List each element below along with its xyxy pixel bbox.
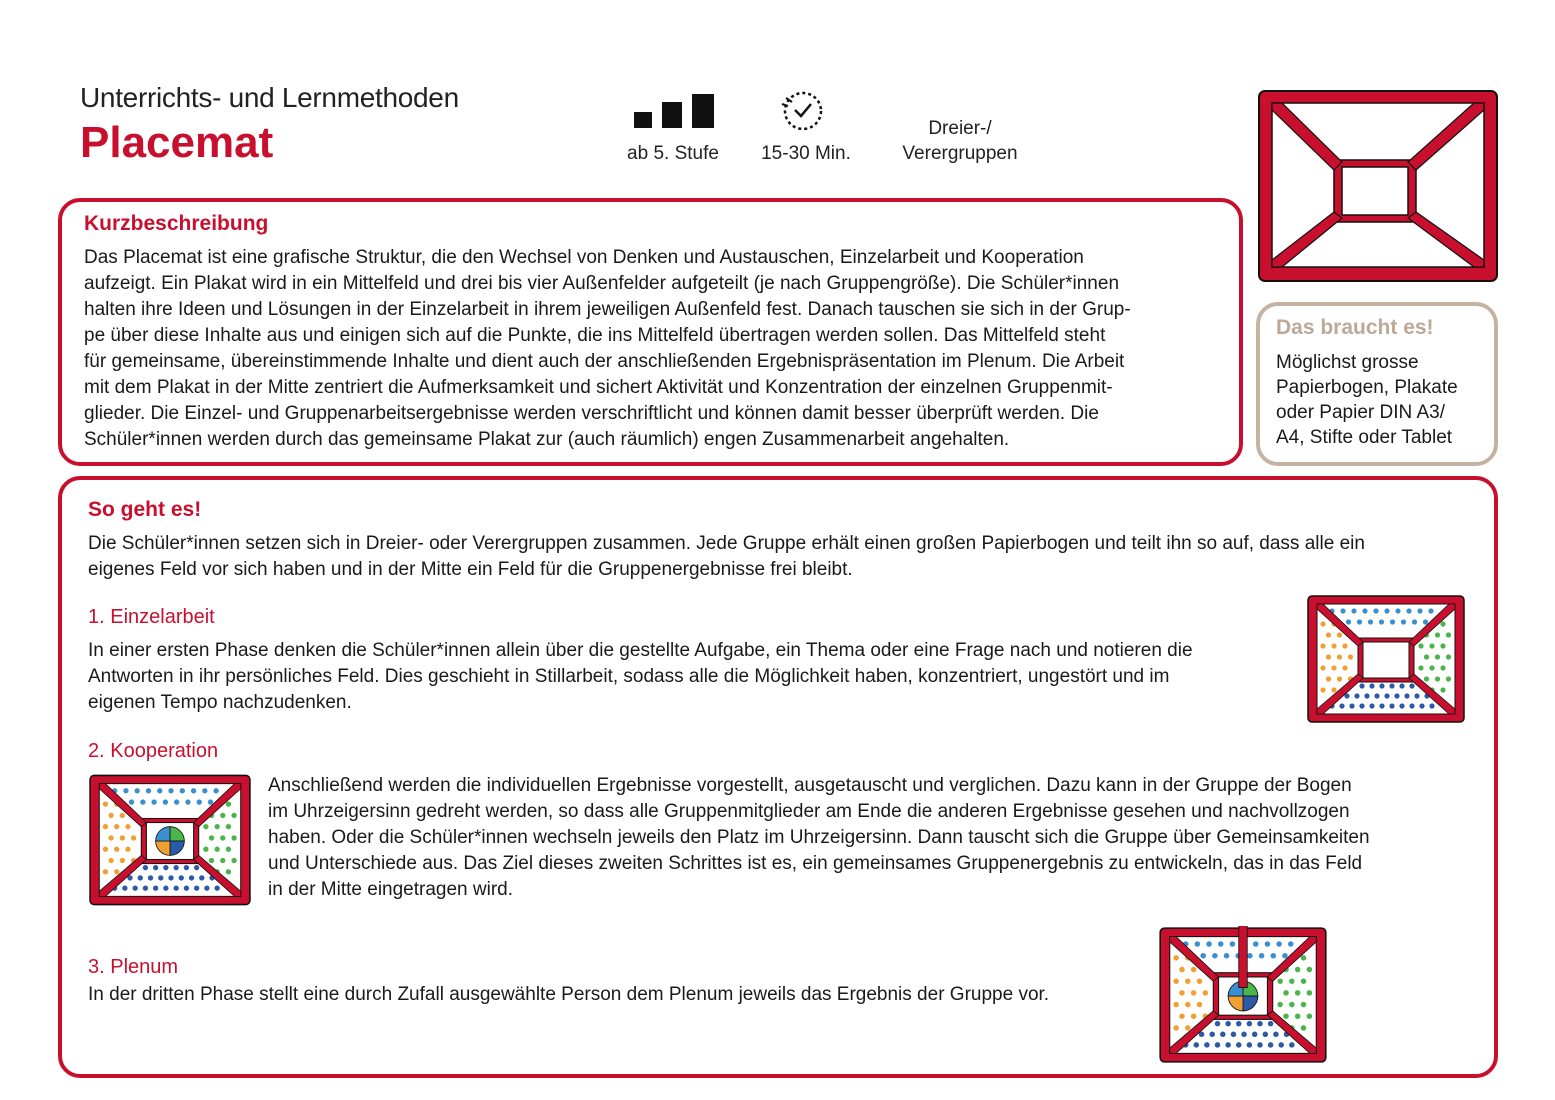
step-3-title: 3. Plenum (88, 956, 179, 978)
so-geht-es-intro: Die Schüler*innen setzen sich in Dreier- oder Verergruppen zusammen. Jede Gruppe erhält einen großen Papierbogen und teilt ihn so auf, dass alle ein eigenes Feld vor sich haben und in der Mitte ein Feld für die Gruppenergebnisse frei bleibt. (88, 533, 1365, 580)
placemat-illustration (1256, 88, 1500, 284)
materials-title: Das braucht es! (1276, 316, 1434, 339)
duration-label: 15-30 Min. (761, 143, 851, 164)
page-title: Placemat (80, 118, 274, 167)
placemat-step-2-icon (88, 772, 252, 908)
step-1-title: 1. Einzelarbeit (88, 606, 215, 628)
clock-icon (778, 88, 828, 134)
group-label-line1: Dreier-/ (928, 118, 992, 139)
step-3-text: In der dritten Phase stellt eine durch Zufall ausgewählte Person dem Plenum jeweils das Ergebnis der Gruppe vor. (88, 984, 1050, 1005)
placemat-step-3-icon (1158, 926, 1328, 1064)
so-geht-es-title: So geht es! (88, 498, 202, 521)
level-bars-icon (632, 94, 716, 130)
kurzbeschreibung-text: Das Placemat ist eine grafische Struktur, die den Wechsel von Denken und Austauschen, Einzelarbeit und Kooperation aufzeigt. Ein Plakat wird in ein Mittelfeld und drei bis vier Außenfelder aufgeteilt (je nach Gruppengröße). Die Schüler*innen halten ihre Ideen und Lösungen in der Einzelarbeit in ihrem jeweiligen Außenfeld fest. Danach tauschen sie sich in der Grup- pe über diese Inhalte aus und einigen sich auf die Punkte, die ins Mittelfeld übertragen werden sollen. Das Mittelfeld steht für gemeinsame, übereinstimmende Inhalte und dient auch der anschließenden Ergebnispräsentation im Plenum. Die Arbeit mit dem Plakat in der Mitte zentriert die Aufmerksamkeit und sichert Aktivität und Konzentration der einzelnen Gruppenmit- glieder. Die Einzel- und Gruppenarbeitsergebnisse werden verschriftlicht und können damit besser überprüft werden. Die Schüler*innen werden durch das gemeinsame Plakat zur (auch räumlich) engen Zusammenarbeit angehalten. (84, 247, 1131, 450)
step-1-text: In einer ersten Phase denken die Schüler*innen allein über die gestellte Aufgabe, ein Thema oder eine Frage nach und notieren die Antworten in ihr persönliches Feld. Dies geschieht in Stillarbeit, sodass alle die Möglichkeit haben, konzentriert, ungestört und im eigenen Tempo nachzudenken. (88, 640, 1193, 713)
step-2-text: Anschließend werden die individuellen Ergebnisse vorgestellt, ausgetauscht und verglichen. Dazu kann in der Gruppe der Bogen im Uhrzeigersinn gedreht werden, so dass alle Gruppenmitglieder am Ende die anderen Ergebnisse gesehen und nachvollzogen haben. Oder die Schüler*innen wechseln jeweils den Platz im Uhrzeigersinn. Dann tauscht sich die Gruppe über Gemeinsamkeiten und Unterschiede aus. Das Ziel dieses zweiten Schrittes ist es, ein gemeinsames Gruppenergebnis zu entwickeln, das in das Feld in der Mitte eingetragen wird. (268, 775, 1370, 900)
materials-text: Möglichst grosse Papierbogen, Plakate oder Papier DIN A3/ A4, Stifte oder Tablet (1276, 352, 1458, 448)
materials-box (1256, 302, 1498, 466)
supertitle: Unterrichts- und Lernmethoden (80, 82, 459, 113)
kurzbeschreibung-title: Kurzbeschreibung (84, 212, 269, 235)
group-label-line2: Verergruppen (902, 143, 1018, 164)
kurzbeschreibung-box (58, 198, 1243, 466)
placemat-step-1-icon (1306, 594, 1466, 724)
level-label: ab 5. Stufe (627, 143, 719, 164)
step-2-title: 2. Kooperation (88, 740, 219, 762)
